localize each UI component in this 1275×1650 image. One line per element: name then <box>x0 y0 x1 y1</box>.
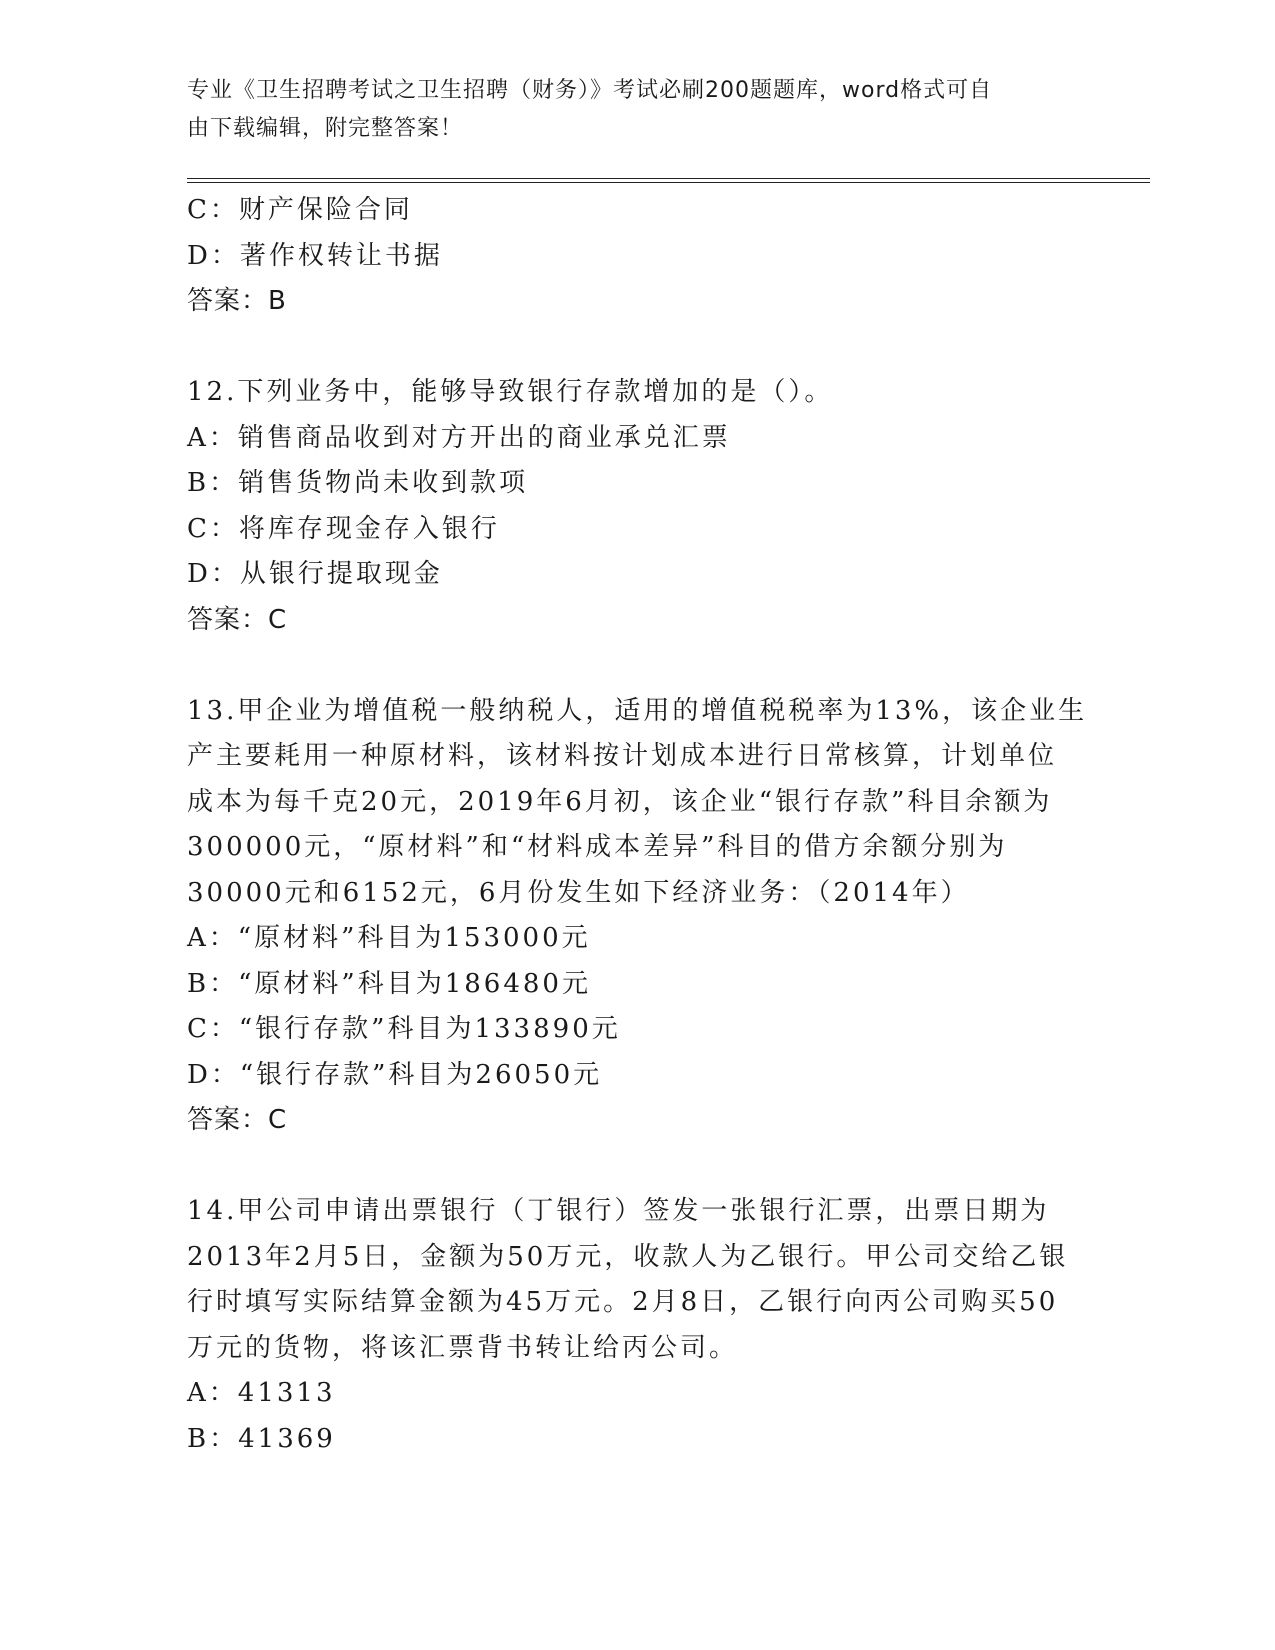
option-d: D：从银行提取现金 <box>187 559 443 589</box>
question-stem-line: 300000元，“原材料”和“材料成本差异”科目的借方余额分别为 <box>187 832 1008 862</box>
option-b: B：41369 <box>187 1423 336 1454</box>
question-13 <box>187 689 1087 1144</box>
question-stem-line: 14.甲公司申请出票银行（丁银行）签发一张银行汇票，出票日期为 <box>187 1196 1050 1226</box>
option-b: B：销售货物尚未收到款项 <box>187 468 529 498</box>
document-body <box>187 188 1087 1462</box>
question-stem-line: 13.甲企业为增值税一般纳税人，适用的增值税税率为13%，该企业生 <box>187 695 1088 726</box>
option-c: C：“银行存款”科目为133890元 <box>187 1014 621 1044</box>
spacer <box>187 1144 1087 1190</box>
header-title-line-1: 专业《卫生招聘考试之卫生招聘（财务）》考试必刷200题题库，word格式可自 <box>187 78 993 103</box>
question-stem-line: 成本为每千克20元，2019年6月初，该企业“银行存款”科目余额为 <box>187 786 1053 817</box>
option-b: B：“原材料”科目为186480元 <box>187 968 591 999</box>
question-stem-line: 产主要耗用一种原材料，该材料按计划成本进行日常核算，计划单位 <box>187 741 1058 771</box>
answer-line: 答案：C <box>187 1105 288 1135</box>
header-title-line-2: 由下载编辑，附完整答案！ <box>187 116 464 141</box>
question-stem-line: 2013年2月5日，金额为50万元，收款人为乙银行。甲公司交给乙银 <box>187 1241 1069 1272</box>
option-d: D：著作权转让书据 <box>187 240 443 271</box>
page-header <box>187 72 1067 148</box>
option-d: D：“银行存款”科目为26050元 <box>187 1059 603 1090</box>
question-12 <box>187 370 1087 643</box>
question-stem: 12.下列业务中，能够导致银行存款增加的是（）。 <box>187 377 834 407</box>
option-a: A：销售商品收到对方开出的商业承兑汇票 <box>187 422 731 453</box>
answer-line: 答案：C <box>187 604 288 635</box>
answer-line: 答案：B <box>187 286 287 316</box>
option-c: C：财产保险合同 <box>187 195 413 225</box>
question-14 <box>187 1189 1087 1462</box>
option-a: A：41313 <box>187 1378 336 1408</box>
question-stem-line: 30000元和6152元，6月份发生如下经济业务：（2014年） <box>187 877 970 908</box>
question-stem-line: 万元的货物，将该汇票背书转让给丙公司。 <box>187 1332 739 1363</box>
option-c: C：将库存现金存入银行 <box>187 513 500 544</box>
spacer <box>187 643 1087 689</box>
spacer <box>187 325 1087 371</box>
option-a: A：“原材料”科目为153000元 <box>187 923 591 953</box>
question-stem-line: 行时填写实际结算金额为45万元。2月8日，乙银行向丙公司购买50 <box>187 1287 1059 1317</box>
previous-question <box>187 188 1087 325</box>
header-divider <box>187 178 1150 183</box>
